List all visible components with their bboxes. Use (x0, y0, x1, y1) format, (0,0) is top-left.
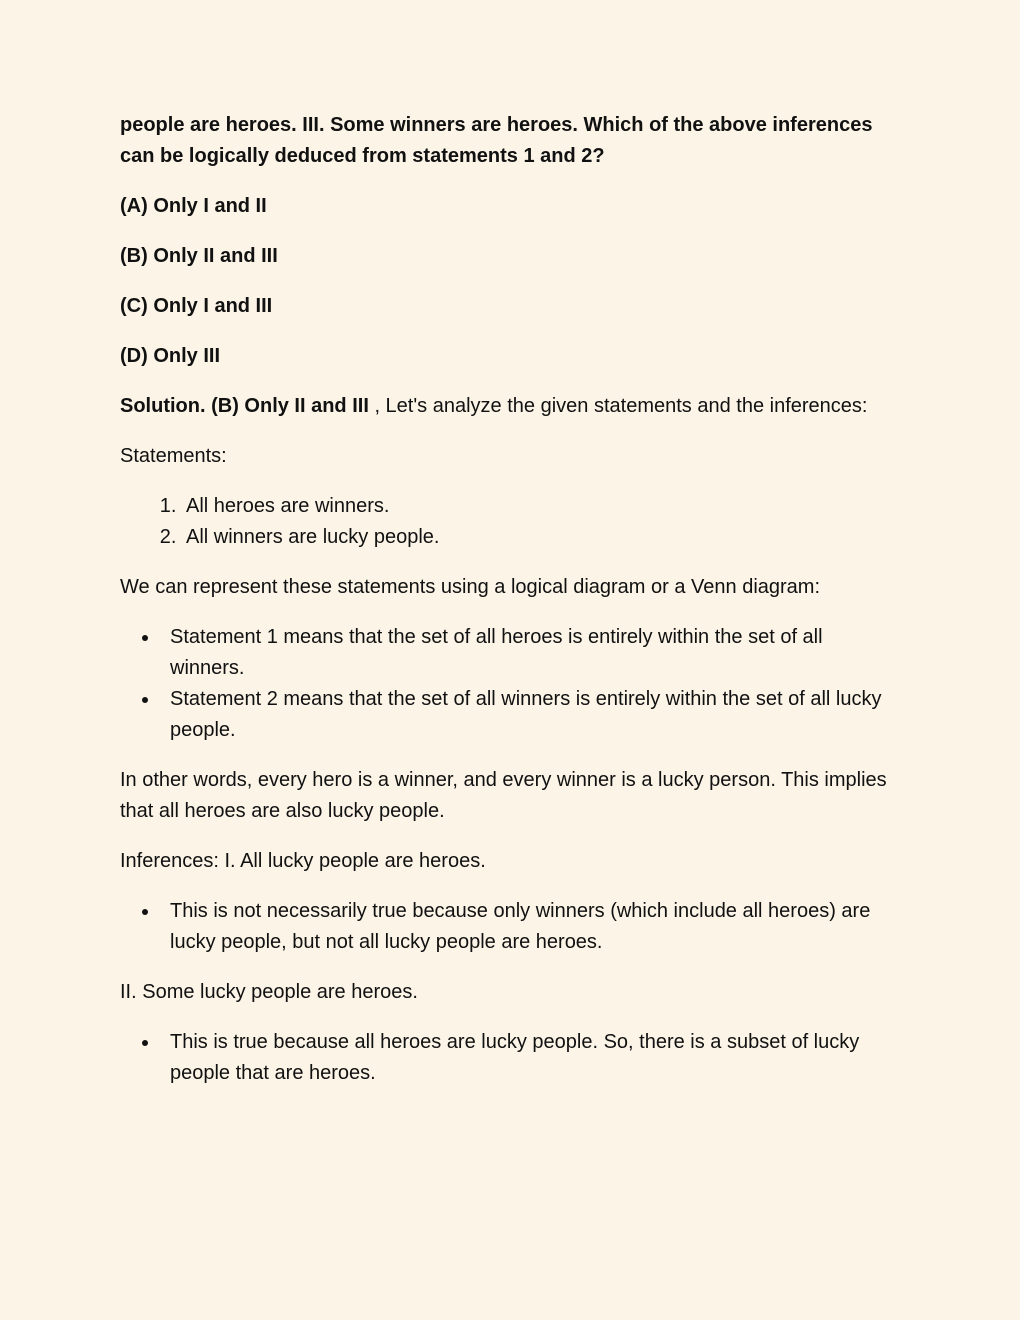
statement-meaning-1: • Statement 1 means that the set of all heroes is entirely within the set of all winners. (160, 622, 902, 684)
option-d: (D) Only III (120, 345, 220, 367)
inference-two-bullet: • This is true because all heroes are lucky people. So, there is a subset of lucky people that are heroes. (160, 1027, 902, 1089)
venn-intro-paragraph: We can represent these statements using a logical diagram or a Venn diagram: (120, 576, 821, 598)
statement-meaning-list (120, 622, 902, 746)
option-a: (A) Only I and II (120, 195, 267, 217)
statements-label: Statements: (120, 445, 227, 467)
solution-paragraph (120, 391, 902, 422)
option-c: (C) Only I and III (120, 295, 273, 317)
inference-two-heading: II. Some lucky people are heroes. (120, 981, 418, 1003)
inference-one-list (120, 896, 902, 958)
inference-one-bullet: • This is not necessarily true because only winners (which include all heroes) are lucky people, but not all lucky people are heroes. (160, 896, 902, 958)
solution-answer: Solution. (B) Only II and III (120, 395, 369, 417)
statements-list (120, 491, 902, 553)
inference-one-heading: Inferences: I. All lucky people are heroes. (120, 850, 486, 872)
statement-meaning-2: • Statement 2 means that the set of all winners is entirely within the set of all lucky people. (160, 684, 902, 746)
statement-item-2: 2. All winners are lucky people. (182, 522, 902, 553)
option-b: (B) Only II and III (120, 245, 278, 267)
implication-paragraph: In other words, every hero is a winner, and every winner is a lucky person. This implies that all heroes are also lucky people. (120, 769, 887, 822)
question-text: people are heroes. III. Some winners are heroes. Which of the above inferences can be logically deduced from statements 1 and 2? (120, 114, 873, 167)
solution-intro: , Let's analyze the given statements and the inferences: (368, 395, 868, 417)
inference-two-list (120, 1027, 902, 1089)
statement-item-1: 1. All heroes are winners. (182, 491, 902, 522)
